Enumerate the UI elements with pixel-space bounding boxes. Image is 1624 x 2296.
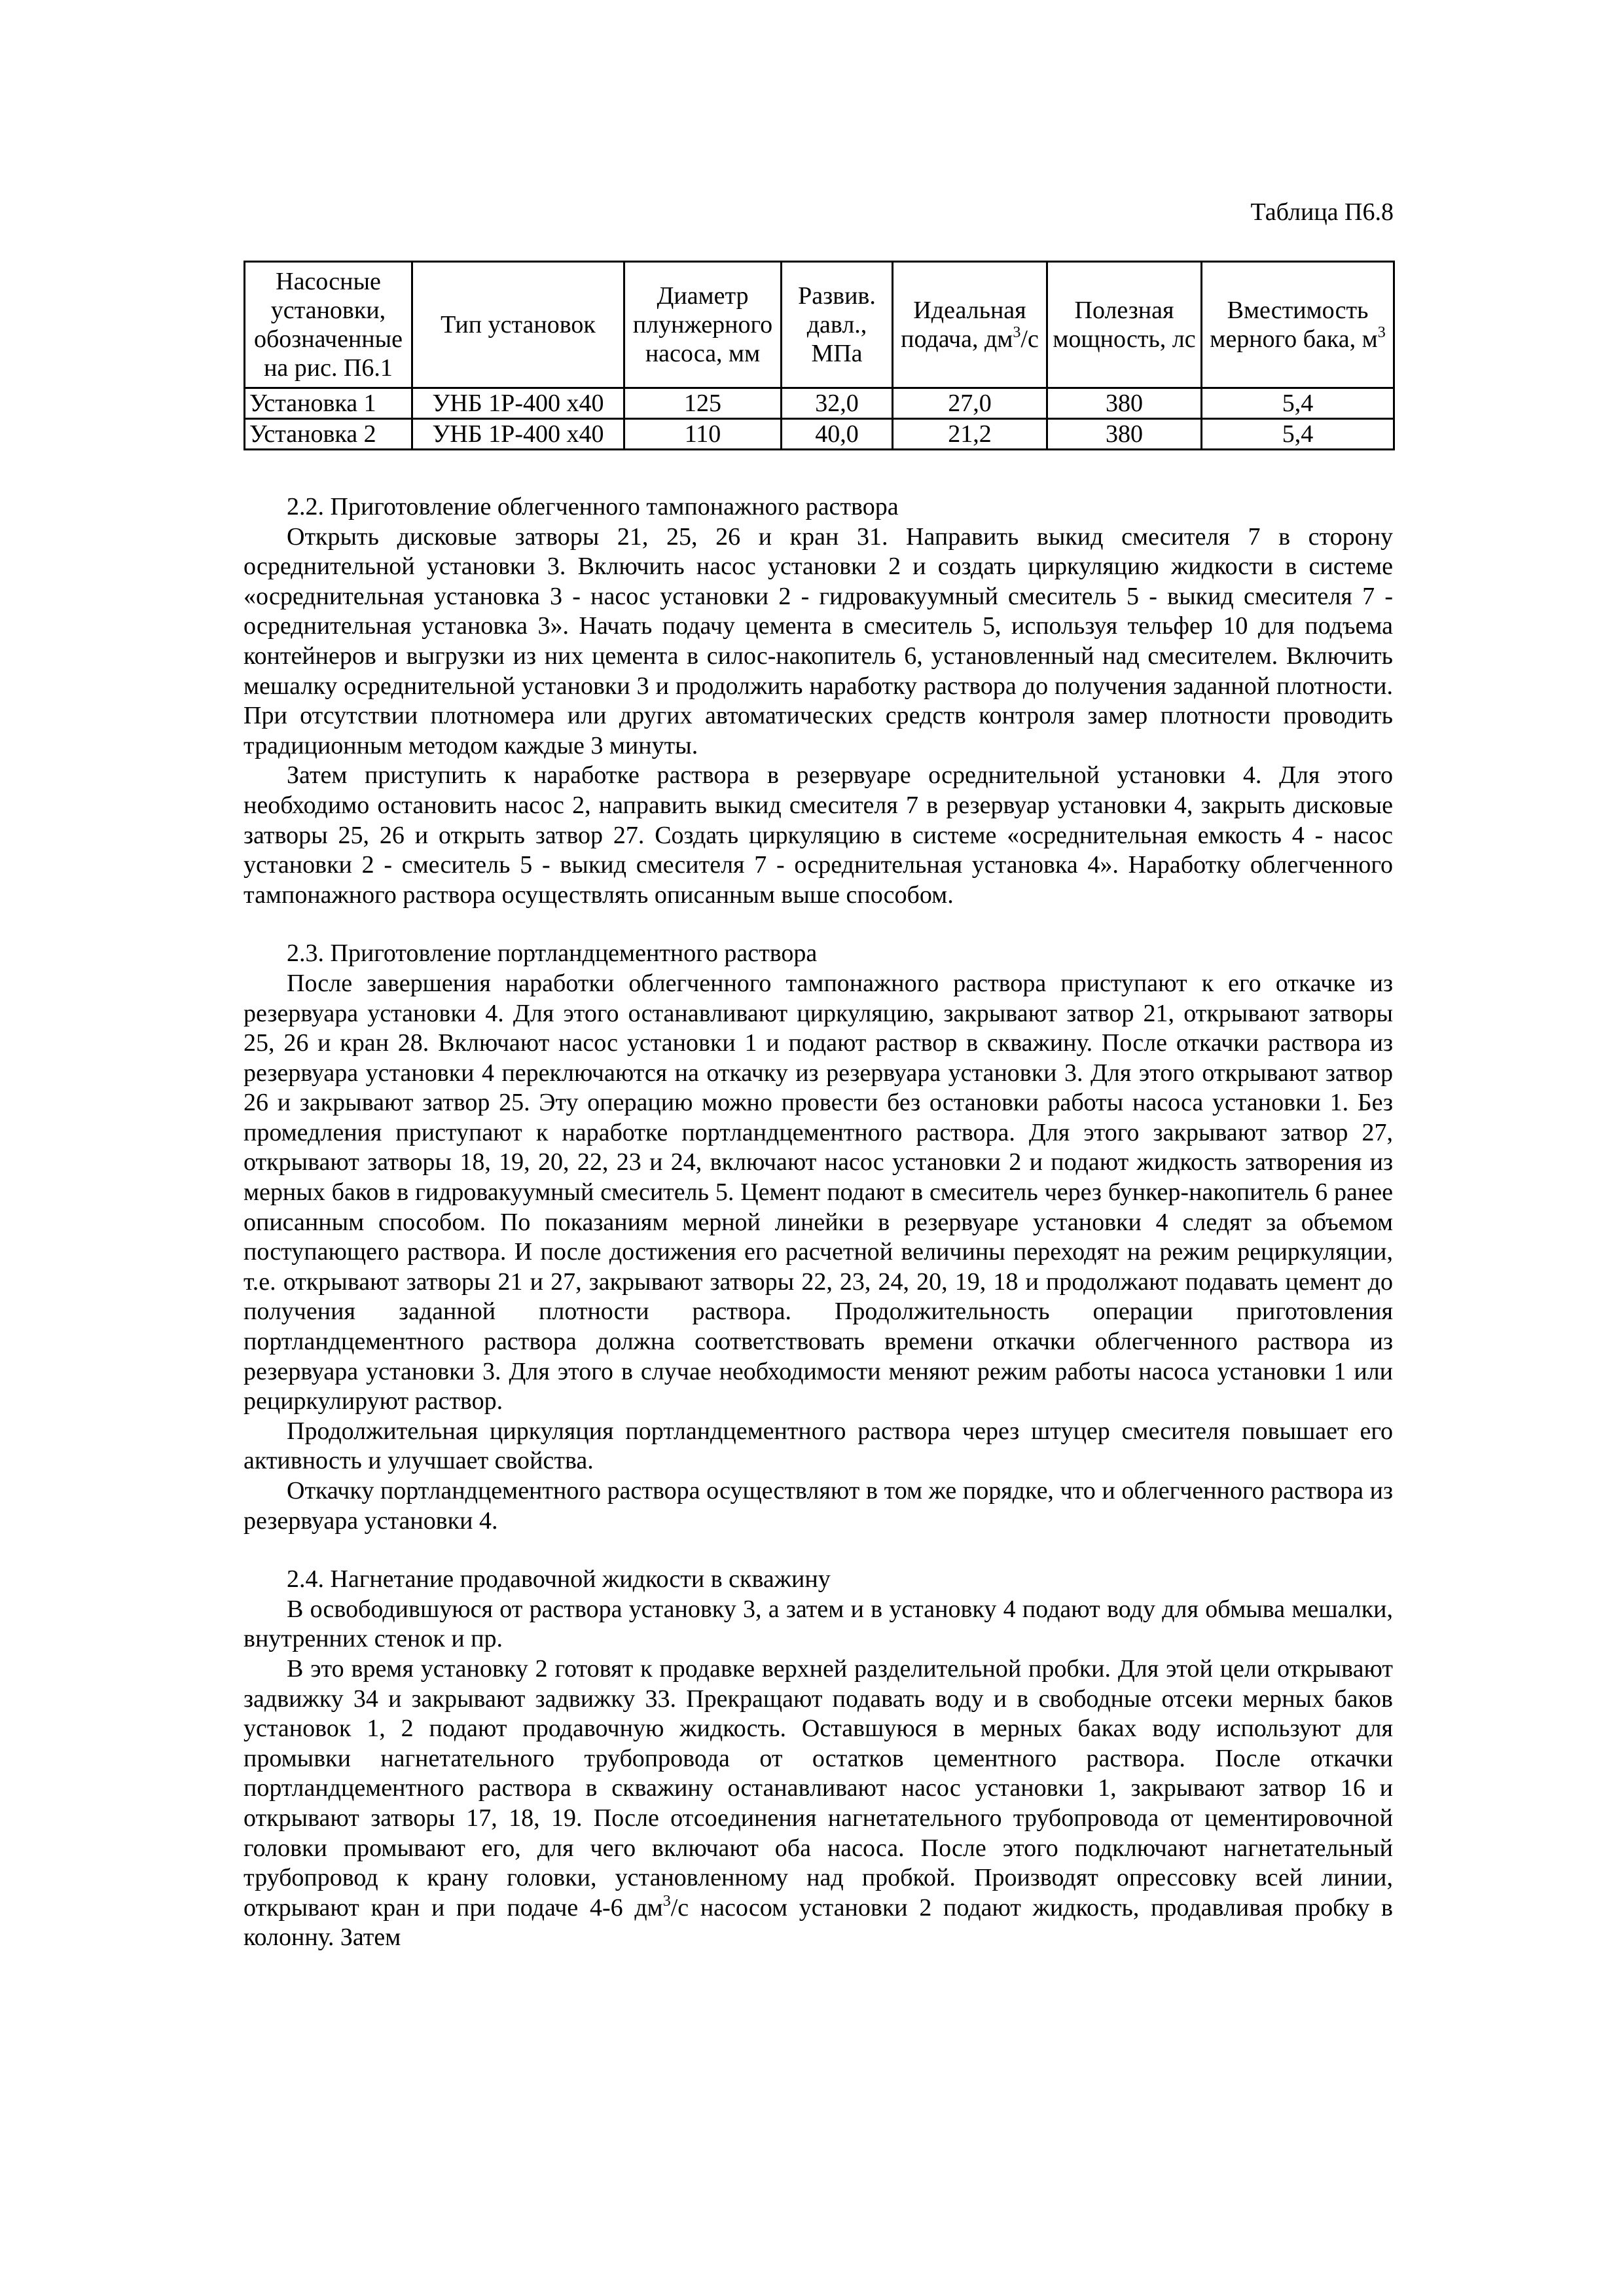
superscript: 3 [1013, 324, 1021, 341]
body-text [244, 492, 1393, 1953]
table-cell: Установка 2 [245, 419, 412, 450]
section-heading: 2.4. Нагнетание продавочной жидкости в скважину [287, 1565, 831, 1594]
header-cell: Вместимость мерного бака, $м^3$ [1202, 262, 1394, 388]
table-cell: 380 [1047, 419, 1202, 450]
table-cell: 32,0 [782, 388, 893, 419]
paragraph: Открыть дисковые затворы 21, 25, 26 и кран 31. Направить выкид смесителя 7 в сторону осреднительной установки 3. Включить насос установки 2 и создать циркуляцию жидкости в системе «осреднительная установка 3 - насос установки 2 - гидровакуумный смеситель 5 - выкид смесителя 7 - осреднительная установка 3». Начать подачу цемента в смеситель 5, используя тельфер 10 для подъема контейнеров и выгрузки из них цемента в силос-накопитель 6, установленный над смесителем. Включить мешалку осреднительной установки 3 и продолжить наработку раствора до получения заданной плотности. При отсутствии плотномера или других автоматических средств контроля замер плотности проводить традиционным методом каждые 3 минуты. [244, 522, 1393, 759]
table-header-row [245, 262, 1394, 388]
table-cell: 110 [624, 419, 782, 450]
table-cell: Установка 1 [245, 388, 412, 419]
table-cell: 21,2 [893, 419, 1047, 450]
table-cell: УНБ 1Р-400 х40 [412, 419, 624, 450]
paragraph: После завершения наработки облегченного тампонажного раствора приступают к его откачке из резервуара установки 4. Для этого останавливают циркуляцию, закрывают затвор 21, открывают затворы 25, 26 и кран 28. Включают насос установки 1 и подают раствор в скважину. После откачки раствора из резервуара установки 4 переключаются на откачку из резервуара установки 3. Для этого открывают затвор 26 и закрывают затвор 25. Эту операцию можно провести без остановки работы насоса установки 1. Без промедления приступают к наработке портландцементного раствора. Для этого закрывают затвор 27, открывают затворы 18, 19, 20, 22, 23 и 24, включают насос установки 2 и подают жидкость затворения из мерных баков в гидровакуумный смеситель 5. Цемент подают в смеситель через бункер-накопитель 6 ранее описанным способом. По показаниям мерной линейки в резервуаре установки 4 следят за объемом поступающего раствора. И после достижения его расчетной величины переходят на режим рециркуляции, т.е. открывают затворы 21 и 27, закрывают затворы 22, 23, 24, 20, 19, 18 и продолжают подавать цемент до получения заданной плотности раствора. Продолжительность операции приготовления портландцементного раствора должна соответствовать времени откачки облегченного раствора из резервуара установки 3. Для этого в случае необходимости меняют режим работы насоса установки 1 или рециркулируют раствор. [244, 969, 1393, 1415]
table-cell: 40,0 [782, 419, 893, 450]
superscript: 3 [662, 1892, 671, 1910]
section-2-4 [244, 1565, 1393, 1953]
table-caption: Таблица П6.8 [1250, 198, 1394, 226]
table-cell: 5,4 [1202, 388, 1394, 419]
section-heading: 2.2. Приготовление облегченного тампонажного раствора [287, 493, 899, 520]
section-2-2 [244, 492, 1393, 910]
header-cell: Диаметр плунжерного насоса, мм [624, 262, 782, 388]
paragraph: Затем приступить к наработке раствора в резервуаре осреднительной установки 4. Для этого необходимо остановить насос 2, направить выкид смесителя 7 в резервуар установки 4, закрыть дисковые затворы 25, 26 и открыть затвор 27. Создать циркуляцию в системе «осреднительная емкость 4 - насос установки 2 - смеситель 5 - выкид смесителя 7 - осреднительная установка 4». Наработку облегченного тампонажного раствора осуществлять описанным выше способом. [244, 761, 1393, 909]
table-cell: 27,0 [893, 388, 1047, 419]
header-cell: Идеальная подача, $дм^3/с$ [893, 262, 1047, 388]
table-cell: УНБ 1Р-400 х40 [412, 388, 624, 419]
table-cell: 5,4 [1202, 419, 1394, 450]
table-row [245, 419, 1394, 450]
section-heading: 2.3. Приготовление портландцементного раствора [287, 939, 818, 968]
header-cell: Полезная мощность, лс [1047, 262, 1202, 388]
paragraph: Продолжительная циркуляция портландцементного раствора через штуцер смесителя повышает его активность и улучшает свойства. [244, 1417, 1393, 1475]
paragraph: В это время установку 2 готовят к продавке верхней разделительной пробки. Для этой цели открывают задвижку 34 и закрывают задвижку 33. Прекращают подавать воду и в свободные отсеки мерных баков установок 1, 2 подают продавочную жидкость. Оставшуюся в мерных баках воду используют для промывки нагнетательного трубопровода от остатков цементного раствора. После откачки портландцементного раствора в скважину останавливают насос установки 1, закрывают затвор 16 и открывают затворы 17, 18, 19. После отсоединения нагнетательного трубопровода от цементировочной головки промывают его, для чего включают оба насоса. После этого подключают нагнетательный трубопровод к крану головки, установленному над пробкой. Производят опрессовку всей линии, открывают кран и при подаче 4-6 $дм^3/с$ насосом установки 2 подают жидкость, продавливая пробку в колонну. Затем [244, 1654, 1393, 1952]
section-gap [244, 910, 1393, 939]
header-cell: Тип установок [412, 262, 624, 388]
header-cell: Развив. давл., МПа [782, 262, 893, 388]
table-cell: 380 [1047, 388, 1202, 419]
header-cell: Насосные установки, обозначенные на рис. П6.1 [245, 262, 412, 388]
section-gap [244, 1536, 1393, 1565]
table-cell: 125 [624, 388, 782, 419]
paragraph: В освободившуюся от раствора установку 3, а затем и в установку 4 подают воду для обмыва мешалки, внутренних стенок и пр. [244, 1595, 1393, 1653]
section-2-3 [244, 939, 1393, 1536]
paragraph: Откачку портландцементного раствора осуществляют в том же порядке, что и облегченного раствора из резервуара установки 4. [244, 1477, 1393, 1535]
superscript: 3 [1377, 324, 1386, 341]
pump-units-table [244, 261, 1395, 450]
table-row [245, 388, 1394, 419]
